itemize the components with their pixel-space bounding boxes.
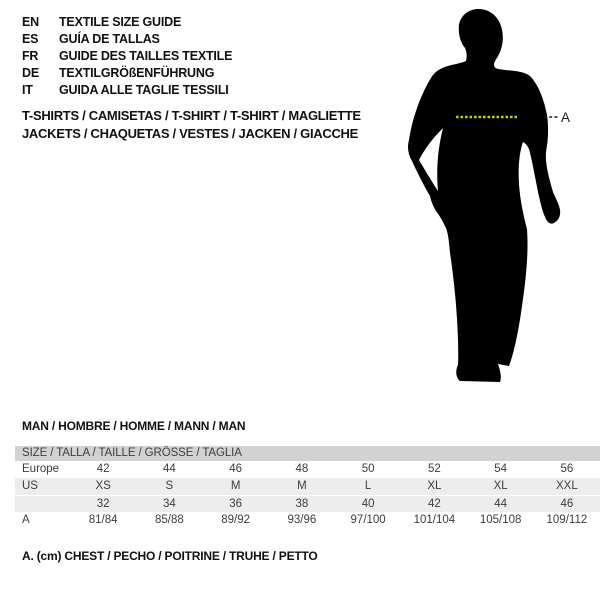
size-cell: 89/92 [221,514,251,526]
size-cell: 52 [427,463,441,475]
language-code: ES [22,32,39,46]
size-cell: XL [427,480,442,492]
size-cell: 42 [96,463,110,475]
size-cell: 44 [494,498,508,510]
language-row [22,31,232,48]
language-row [22,82,232,99]
man-silhouette [408,9,560,382]
language-row [22,14,232,31]
gender-heading: MAN / HOMBRE / HOMME / MANN / MAN [22,419,246,433]
language-code: IT [22,83,33,97]
language-code: DE [22,66,39,80]
language-code: FR [22,49,39,63]
language-label: GUIDA ALLE TAGLIE TESSILI [59,83,229,97]
size-cell: 105/108 [479,514,522,526]
size-table-header: SIZE / TALLA / TAILLE / GRÖSSE / TAGLIA [15,446,600,461]
size-cell: XXL [556,480,578,492]
language-label: TEXTILE SIZE GUIDE [59,15,182,29]
language-label: TEXTILGRÖßENFÜHRUNG [59,66,215,80]
size-cell: 32 [96,498,110,510]
size-cell: 93/96 [287,514,317,526]
row-label [15,496,70,512]
size-cell: 50 [361,463,375,475]
size-cell: 36 [229,498,243,510]
row-label: Europe [22,463,60,475]
measure-footnote: A. (cm) CHEST / PECHO / POITRINE / TRUHE / PETTO [22,549,318,563]
man-silhouette-figure [400,0,575,395]
garment-types-line-jackets: JACKETS / CHAQUETAS / VESTES / JACKEN / GIACCHE [22,126,358,141]
table-row-numeric [15,495,600,512]
size-cell: 48 [295,463,309,475]
size-cell: 44 [162,463,176,475]
garment-types-line-tshirts: T-SHIRTS / CAMISETAS / T-SHIRT / T-SHIRT / MAGLIETTE [22,108,361,123]
size-cell: M [297,480,307,492]
table-row-us [15,478,600,495]
size-cell: 34 [162,498,176,510]
size-cell: 38 [295,498,309,510]
language-label: GUÍA DE TALLAS [59,32,160,46]
language-label: GUIDE DES TAILLES TEXTILE [59,49,233,63]
size-cell: 56 [560,463,574,475]
size-cell: 42 [427,498,441,510]
size-cell: 81/84 [88,514,118,526]
row-label: A [22,514,30,526]
garment-types [22,107,361,143]
man-silhouette-svg [400,0,575,395]
size-cell: L [364,480,372,492]
size-cell: XS [95,480,111,492]
size-cell: 109/112 [546,514,588,526]
size-cell: S [165,480,174,492]
size-cell: 101/104 [413,514,456,526]
size-table [15,446,600,529]
measure-label-a: A [561,110,571,125]
size-cell: M [230,480,241,492]
language-code: EN [22,15,39,29]
language-row [22,48,232,65]
size-cell: 97/100 [350,514,386,526]
table-row-europe [15,461,600,478]
size-cell: 85/88 [154,514,184,526]
language-row [22,65,232,82]
size-cell: 54 [494,463,508,475]
size-cell: 46 [229,463,243,475]
size-cell: 46 [560,498,574,510]
size-cell: XL [493,480,508,492]
table-row-chest [15,512,600,529]
language-list [22,14,232,99]
row-label: US [22,480,38,492]
size-cell: 40 [361,498,375,510]
